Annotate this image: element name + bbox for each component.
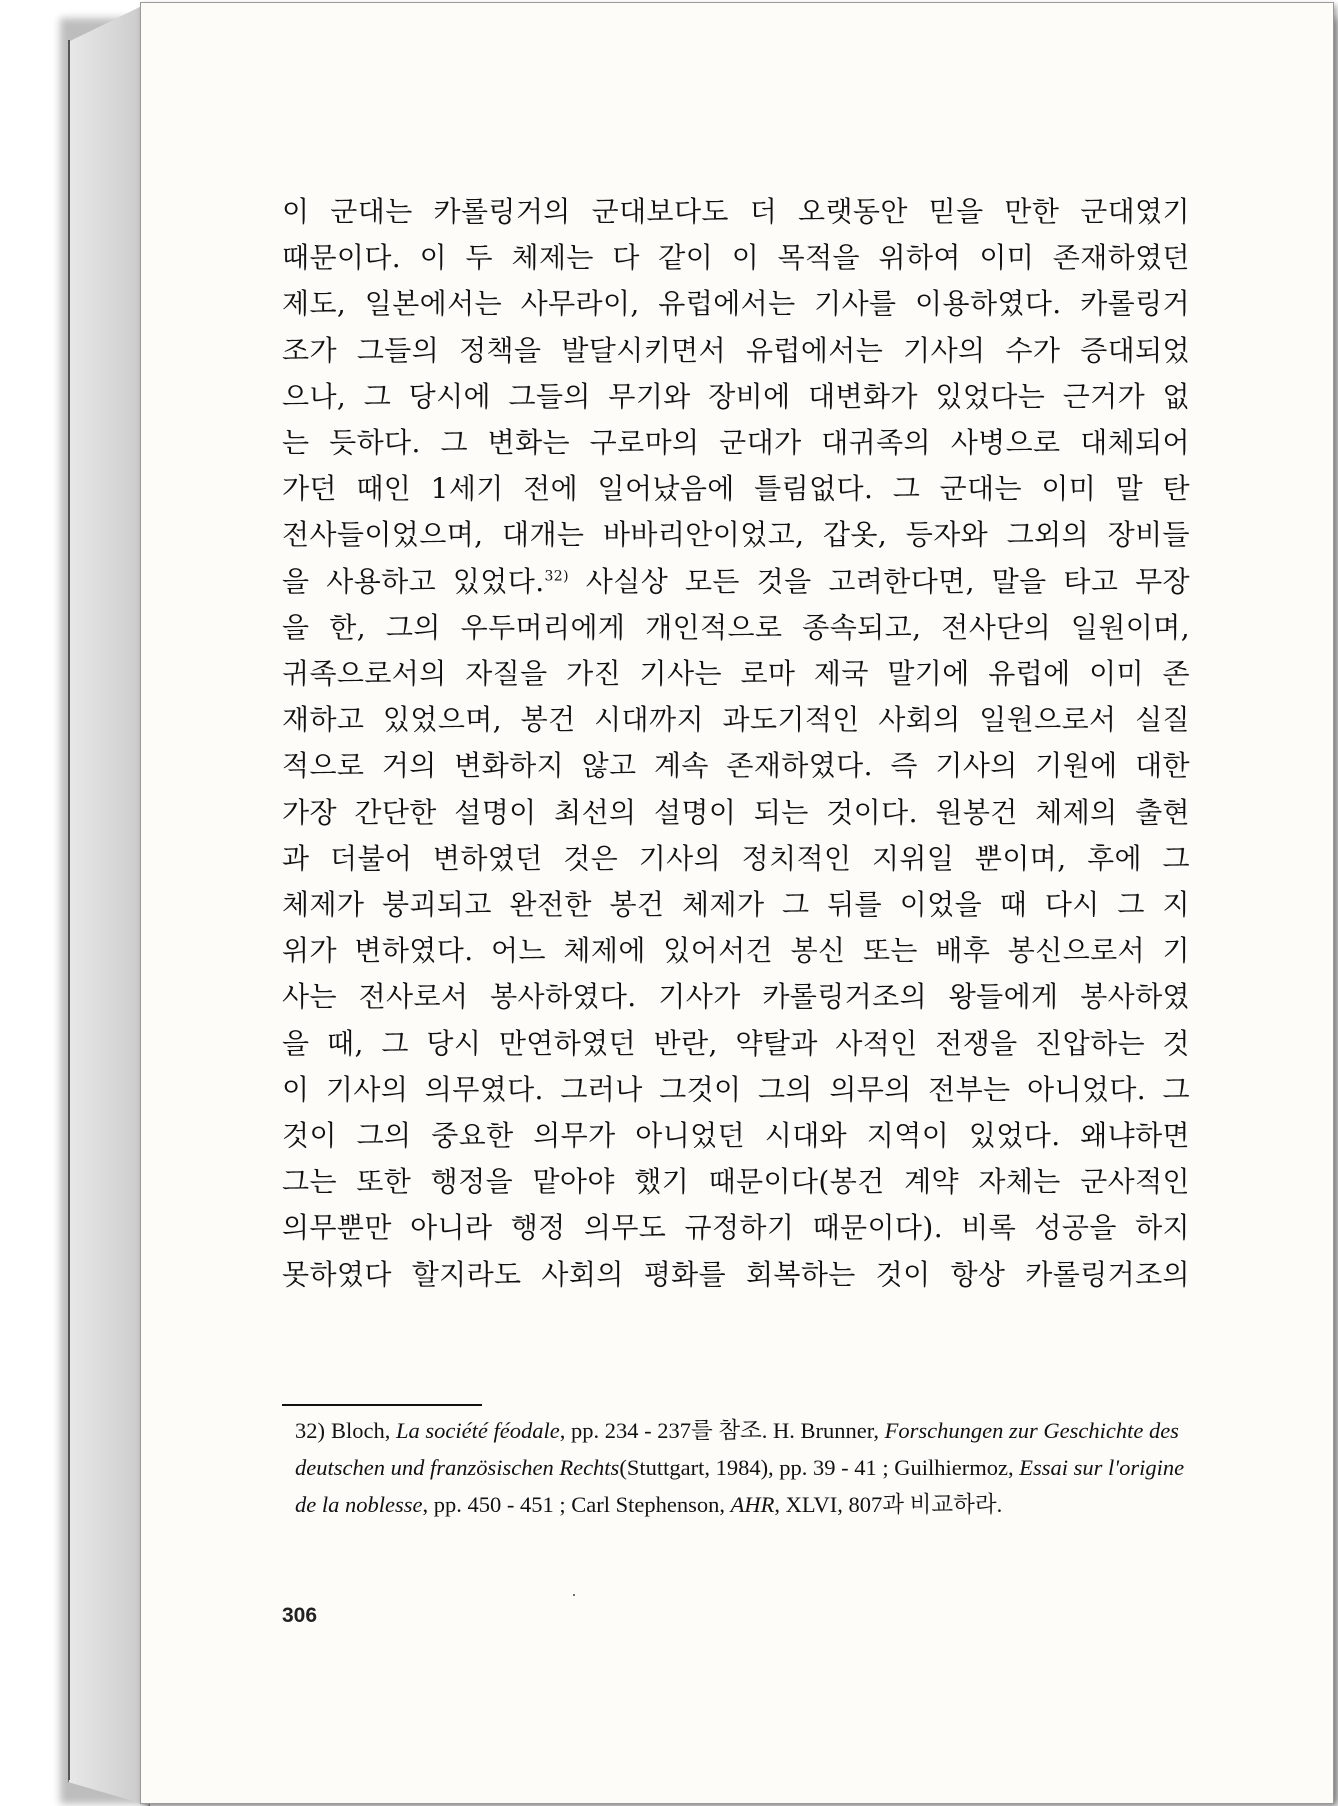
footnote-text (295, 1418, 1184, 1517)
footnote (295, 1412, 1188, 1523)
text-line: 제도, 일본에서는 사무라이, 유럽에서는 기사를 이용하였다. 카롤링거 (282, 287, 1190, 321)
text-line: 것이 그의 중요한 의무가 아니었던 시대와 지역이 있었다. 왜냐하면 (282, 1119, 1190, 1153)
body-text (282, 189, 1190, 1298)
text-line: 이 군대는 카롤링거의 군대보다도 더 오랫동안 믿을 만한 군대였기 (282, 195, 1190, 228)
spine-edge (68, 40, 150, 1780)
text-line: 는 듯하다. 그 변화는 구로마의 군대가 대귀족의 사병으로 대체되어 (282, 426, 1190, 460)
footnote-reference: 32) (544, 568, 569, 585)
footnote-rule (282, 1404, 482, 1406)
footnote-title-italic: Essai sur l'origine de la noblesse (295, 1455, 1185, 1517)
text-segment: 사실상 모든 것을 고려한다면, 말을 타고 무장 (585, 564, 1190, 598)
footnote-title-italic: La société féodale (396, 1418, 560, 1443)
text-line: 사는 전사로서 봉사하였다. 기사가 카롤링거조의 왕들에게 봉사하였 (282, 980, 1190, 1014)
footnote-text-segment: , pp. 234 - 237를 참조. H. Brunner, (559, 1418, 885, 1443)
footnote-text-segment: , XLVI, 807과 비교하라. (774, 1492, 1003, 1517)
text-line: 재하고 있었으며, 봉건 시대까지 과도기적인 사회의 일원으로서 실질 (282, 703, 1190, 737)
footnote-title-italic: Forschungen zur Geschichte des deutschen und französischen Rechts (295, 1418, 1179, 1480)
text-line: 과 더불어 변하였던 것은 기사의 정치적인 지위일 뿐이며, 후에 그 (282, 841, 1190, 875)
footnote-title-italic: AHR (730, 1492, 775, 1517)
text-line: 귀족으로서의 자질을 가진 기사는 로마 제국 말기에 유럽에 이미 존 (282, 657, 1190, 691)
footnote-text-segment: Bloch, (331, 1418, 396, 1443)
text-line: 전사들이었으며, 대개는 바바리안이었고, 갑옷, 등자와 그외의 장비들 (282, 518, 1190, 552)
footnote-text-segment: (Stuttgart, 1984), pp. 39 - 41 ; Guilhiermoz, (619, 1455, 1020, 1480)
text-line: 이 기사의 의무였다. 그러나 그것이 그의 의무의 전부는 아니었다. 그 (282, 1072, 1190, 1106)
text-line: 조가 그들의 정책을 발달시키면서 유럽에서는 기사의 수가 증대되었 (282, 333, 1190, 367)
text-line: 을 한, 그의 우두머리에게 개인적으로 종속되고, 전사단의 일원이며, (282, 610, 1190, 644)
footnote-text-segment: , pp. 450 - 451 ; Carl Stephenson, (422, 1492, 731, 1517)
text-segment: 을 사용하고 있었다. (282, 564, 545, 598)
text-line: 의무뿐만 아니라 행정 의무도 규정하기 때문이다). 비록 성공을 하지 (282, 1211, 1190, 1245)
text-line: 을 때, 그 당시 만연하였던 반란, 약탈과 사적인 전쟁을 진압하는 것 (282, 1026, 1190, 1060)
text-line: 때문이다. 이 두 체제는 다 같이 이 목적을 위하여 이미 존재하였던 (282, 241, 1190, 275)
text-line: 못하였다 할지라도 사회의 평화를 회복하는 것이 항상 카롤링거조의 (282, 1257, 1190, 1291)
footnote-number: 32) (295, 1418, 325, 1443)
text-line: 가장 간단한 설명이 최선의 설명이 되는 것이다. 원봉건 체제의 출현 (282, 795, 1190, 829)
text-line: 그는 또한 행정을 맡아야 했기 때문이다(봉건 계약 자체는 군사적인 (282, 1165, 1190, 1199)
text-line: 가던 때인 1세기 전에 일어났음에 틀림없다. 그 군대는 이미 말 탄 (282, 472, 1190, 506)
text-line: 위가 변하였다. 어느 체제에 있어서건 봉신 또는 배후 봉신으로서 기 (282, 934, 1190, 968)
text-line: 적으로 거의 변화하지 않고 계속 존재하였다. 즉 기사의 기원에 대한 (282, 749, 1190, 783)
text-line: 으나, 그 당시에 그들의 무기와 장비에 대변화가 있었다는 근거가 없 (282, 379, 1190, 413)
print-speck (573, 1594, 575, 1596)
page-number: 306 (282, 1604, 318, 1627)
text-line: 체제가 붕괴되고 완전한 봉건 체제가 그 뒤를 이었을 때 다시 그 지 (282, 888, 1190, 922)
text-line-with-footnote (282, 559, 1190, 605)
